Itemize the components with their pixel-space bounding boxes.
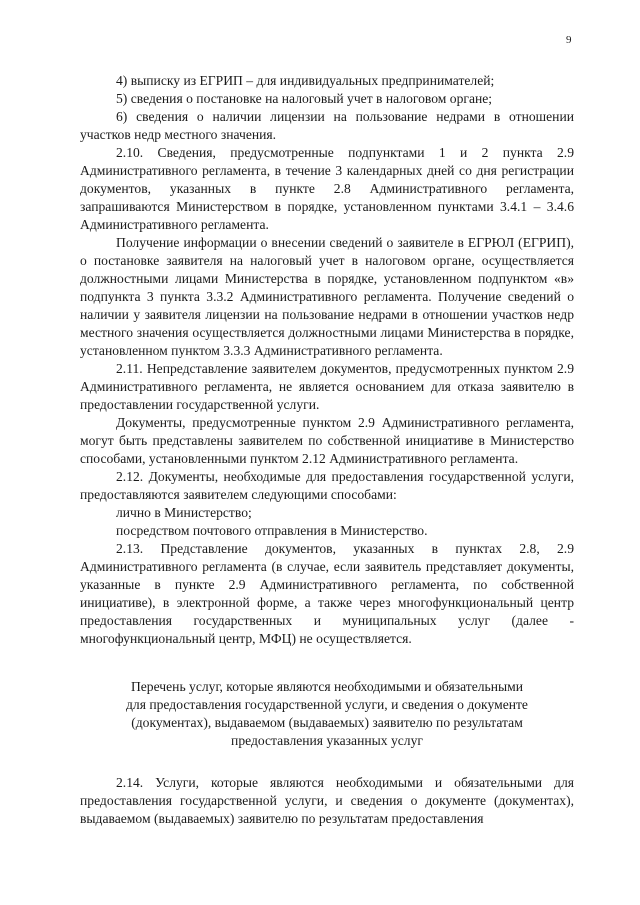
paragraph-2-12: 2.12. Документы, необходимые для предоставления государственной услуги, предоставляются заявителем следующими способами: [80,469,574,502]
paragraph-2-11: 2.11. Непредставление заявителем документов, предусмотренных пунктом 2.9 Административного регламента, не является основанием для отказа заявителю в предоставлении государственной услуги. [80,361,574,412]
list-item-tax-registration: 5) сведения о постановке на налоговый учет в налоговом органе; [116,91,493,106]
section-heading-line: предоставления указанных услуг [231,733,423,748]
list-item-by-mail: посредством почтового отправления в Министерство. [116,523,428,538]
list-item-in-person: лично в Министерство; [116,505,252,520]
paragraph-2-13: 2.13. Представление документов, указанных в пунктах 2.8, 2.9 Административного регламента (в случае, если заявитель представляет документы, указанные в пункте 2.9 Административного регламента, по собственной инициативе), в электронной форме, а также через многофункциональный центр предоставления государственных и муниципальных услуг (далее - многофункциональный центр, МФЦ) не осуществляется. [80,541,574,646]
paragraph-information-request: Получение информации о внесении сведений о заявителе в ЕГРЮЛ (ЕГРИП), о постановке заявителя на налоговый учет в налоговом органе, осуществляется должностными лицами Министерства в порядке, установленном подпунктом «в» подпункта 3 пункта 3.3.2 Административного регламента. Получение сведений о наличии у заявителя лицензии на пользование недрами в отношении участков недр местного значения осуществляется должностными лицами Министерства в порядке, установленном пунктом 3.3.3 Административного регламента. [80,235,574,358]
section-heading-line: (документах), выдаваемом (выдаваемых) заявителю по результатам [131,715,523,730]
paragraph-2-10: 2.10. Сведения, предусмотренные подпунктами 1 и 2 пункта 2.9 Административного регламента, в течение 3 календарных дней со дня регистрации документов, указанных в пункте 2.8 Административного регламента, запрашиваются Министерством в порядке, установленном пунктами 3.4.1 – 3.4.6 Административного регламента. [80,145,574,232]
section-heading [80,678,574,750]
document-body [80,72,574,828]
paragraph-2-14: 2.14. Услуги, которые являются необходимыми и обязательными для предоставления государственной услуги, и сведения о документе (документах), выдаваемом (выдаваемых) заявителю по результатам предоставления [80,775,574,826]
list-item-egrip: 4) выписку из ЕГРИП – для индивидуальных предпринимателей; [116,73,495,88]
section-heading-line: Перечень услуг, которые являются необходимыми и обязательными [130,679,524,694]
page-number: 9 [566,34,572,46]
list-item-license: 6) сведения о наличии лицензии на пользование недрами в отношении участков недр местного значения. [80,109,574,142]
paragraph-documents-initiative: Документы, предусмотренные пунктом 2.9 Административного регламента, могут быть представлены заявителем по собственной инициативе в Министерство способами, установленными пунктом 2.12 Административного регламента. [80,415,574,466]
section-heading-line: для предоставления государственной услуги, и сведения о документе [126,697,528,712]
